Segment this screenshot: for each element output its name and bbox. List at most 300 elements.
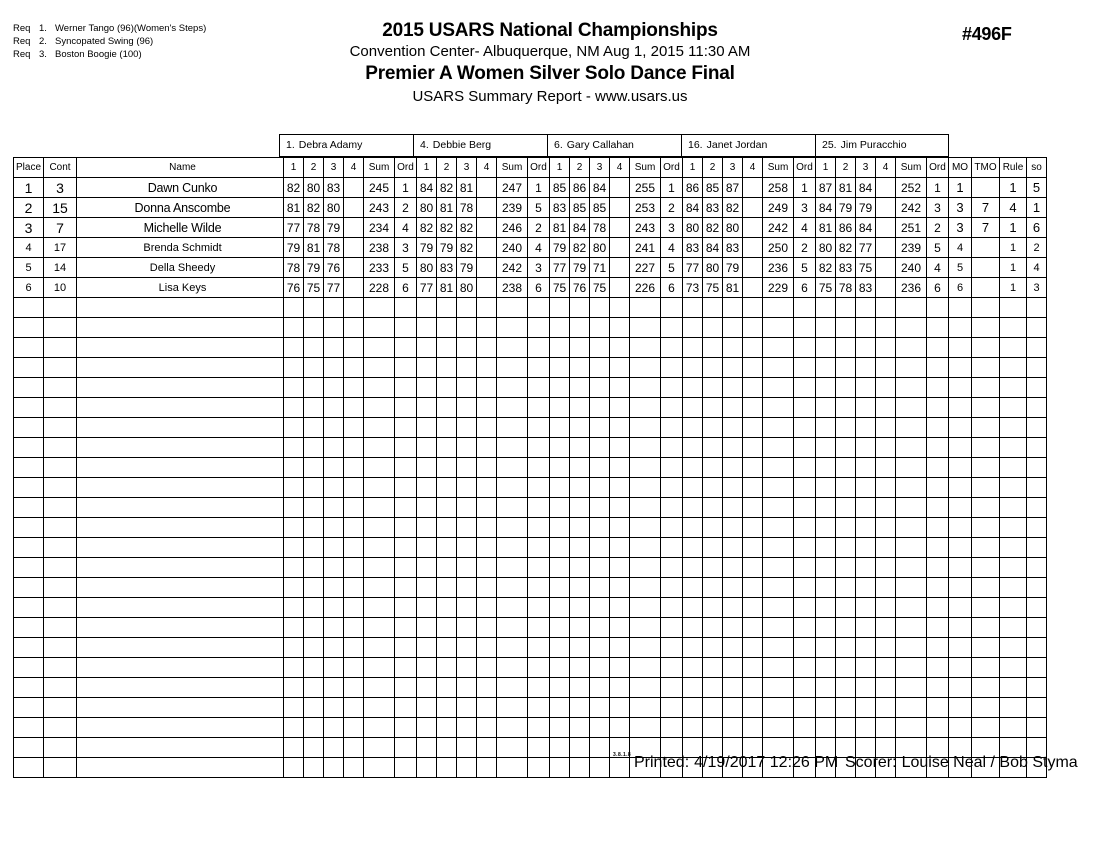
cell-j2-sum xyxy=(497,598,528,618)
cell-j3-dance2 xyxy=(570,698,590,718)
column-header-j3-dance3: 3 xyxy=(590,158,610,178)
judge-name: Janet Jordan xyxy=(706,139,768,151)
cell-j1-dance3: 76 xyxy=(324,258,344,278)
cell-j5-ord xyxy=(927,478,949,498)
cell-rule: 1 xyxy=(1000,178,1027,198)
cell-so xyxy=(1027,438,1047,458)
column-header-j3-dance4: 4 xyxy=(610,158,630,178)
cell-cont xyxy=(44,578,77,598)
cell-place: 1 xyxy=(14,178,44,198)
cell-j4-sum xyxy=(763,398,794,418)
cell-j3-dance4 xyxy=(610,458,630,478)
cell-j5-dance4 xyxy=(876,238,896,258)
cell-skater-name xyxy=(77,438,284,458)
cell-j3-dance1 xyxy=(550,338,570,358)
cell-j2-sum xyxy=(497,678,528,698)
cell-j5-dance1: 82 xyxy=(816,258,836,278)
cell-j3-sum xyxy=(630,478,661,498)
cell-j1-sum xyxy=(364,558,395,578)
cell-j5-sum xyxy=(896,378,927,398)
judge-header-4 xyxy=(681,134,815,157)
cell-j1-dance2 xyxy=(304,618,324,638)
cell-j2-dance1 xyxy=(417,358,437,378)
cell-j5-dance1 xyxy=(816,458,836,478)
scorer-info xyxy=(845,754,1078,772)
cell-j2-dance2 xyxy=(437,698,457,718)
cell-j2-dance4 xyxy=(477,318,497,338)
cell-j5-dance1 xyxy=(816,658,836,678)
cell-j1-dance2 xyxy=(304,358,324,378)
cell-j2-dance4 xyxy=(477,558,497,578)
table-row-empty xyxy=(14,598,1047,618)
cell-j2-dance2 xyxy=(437,678,457,698)
cell-j3-sum xyxy=(630,618,661,638)
cell-j5-dance3 xyxy=(856,558,876,578)
cell-j3-dance4 xyxy=(610,438,630,458)
cell-j4-ord: 2 xyxy=(794,238,816,258)
cell-j3-dance3 xyxy=(590,418,610,438)
cell-j5-dance1 xyxy=(816,418,836,438)
cell-j5-dance1 xyxy=(816,338,836,358)
cell-j2-dance3 xyxy=(457,658,477,678)
judge-number: 6. xyxy=(554,139,563,151)
cell-j5-dance2: 81 xyxy=(836,178,856,198)
cell-j3-ord xyxy=(661,698,683,718)
cell-skater-name xyxy=(77,598,284,618)
cell-j5-dance4 xyxy=(876,698,896,718)
cell-tmo xyxy=(972,378,1000,398)
cell-j1-dance2 xyxy=(304,318,324,338)
cell-j4-dance2 xyxy=(703,638,723,658)
cell-mo xyxy=(949,318,972,338)
cell-rule: 1 xyxy=(1000,218,1027,238)
cell-j4-sum xyxy=(763,578,794,598)
cell-mo: 4 xyxy=(949,238,972,258)
cell-j2-dance4 xyxy=(477,618,497,638)
cell-j4-dance1 xyxy=(683,598,703,618)
cell-j5-dance2 xyxy=(836,698,856,718)
cell-j1-dance4 xyxy=(344,378,364,398)
cell-j1-sum xyxy=(364,598,395,618)
report-source-line: USARS Summary Report - www.usars.us xyxy=(412,88,688,105)
cell-j3-dance4 xyxy=(610,678,630,698)
cell-j2-dance1: 80 xyxy=(417,198,437,218)
cell-j4-dance4 xyxy=(743,418,763,438)
cell-j4-dance4 xyxy=(743,518,763,538)
cell-j1-sum xyxy=(364,638,395,658)
cell-j3-sum xyxy=(630,398,661,418)
cell-j1-ord xyxy=(395,298,417,318)
cell-j1-ord xyxy=(395,438,417,458)
cell-j2-dance4 xyxy=(477,198,497,218)
cell-j3-dance4 xyxy=(610,578,630,598)
cell-j5-dance2: 78 xyxy=(836,278,856,298)
cell-j5-dance3: 84 xyxy=(856,178,876,198)
cell-j5-sum xyxy=(896,478,927,498)
judge-name: Debbie Berg xyxy=(432,139,492,151)
cell-skater-name: Dawn Cunko xyxy=(77,178,284,198)
cell-j2-ord xyxy=(528,698,550,718)
cell-mo xyxy=(949,578,972,598)
cell-j5-sum xyxy=(896,298,927,318)
cell-j1-dance2 xyxy=(304,658,324,678)
cell-mo xyxy=(949,338,972,358)
cell-j5-sum xyxy=(896,418,927,438)
cell-j3-dance3 xyxy=(590,658,610,678)
cell-j2-dance2 xyxy=(437,638,457,658)
cell-j1-dance4 xyxy=(344,698,364,718)
cell-j4-ord xyxy=(794,418,816,438)
cell-j3-dance3 xyxy=(590,598,610,618)
cell-j1-dance2 xyxy=(304,558,324,578)
cell-cont xyxy=(44,638,77,658)
cell-j3-dance3 xyxy=(590,738,610,758)
cell-j2-dance3: 79 xyxy=(457,258,477,278)
cell-j5-dance1 xyxy=(816,558,836,578)
cell-j3-dance4 xyxy=(610,318,630,338)
cell-j5-dance3 xyxy=(856,378,876,398)
cell-rule xyxy=(1000,318,1027,338)
cell-j5-dance2 xyxy=(836,478,856,498)
cell-j5-dance3 xyxy=(856,578,876,598)
table-row-empty xyxy=(14,718,1047,738)
cell-j5-ord xyxy=(927,338,949,358)
cell-rule: 4 xyxy=(1000,198,1027,218)
cell-j5-dance2 xyxy=(836,578,856,598)
cell-j5-ord xyxy=(927,718,949,738)
cell-j5-dance2 xyxy=(836,558,856,578)
table-row-empty xyxy=(14,578,1047,598)
cell-j2-dance2 xyxy=(437,338,457,358)
cell-j2-dance1 xyxy=(417,498,437,518)
cell-j5-dance2 xyxy=(836,298,856,318)
cell-j1-dance1 xyxy=(284,478,304,498)
cell-rule: 1 xyxy=(1000,238,1027,258)
cell-j2-dance1 xyxy=(417,418,437,438)
cell-j4-dance3 xyxy=(723,298,743,318)
cell-place xyxy=(14,638,44,658)
cell-j4-dance1: 84 xyxy=(683,198,703,218)
cell-j2-ord xyxy=(528,318,550,338)
cell-rule xyxy=(1000,678,1027,698)
cell-j3-ord: 4 xyxy=(661,238,683,258)
column-header-so: so xyxy=(1027,158,1047,178)
cell-j2-dance4 xyxy=(477,398,497,418)
cell-j4-dance4 xyxy=(743,398,763,418)
cell-j2-dance3 xyxy=(457,698,477,718)
cell-j3-ord xyxy=(661,438,683,458)
cell-j5-sum xyxy=(896,558,927,578)
cell-j5-dance3: 84 xyxy=(856,218,876,238)
cell-j2-dance1: 82 xyxy=(417,218,437,238)
cell-j5-dance1 xyxy=(816,678,836,698)
cell-j2-dance3 xyxy=(457,338,477,358)
cell-j4-sum xyxy=(763,598,794,618)
cell-j2-dance4 xyxy=(477,678,497,698)
cell-j5-dance3 xyxy=(856,358,876,378)
cell-j4-sum xyxy=(763,638,794,658)
cell-j2-dance4 xyxy=(477,218,497,238)
cell-j1-ord xyxy=(395,558,417,578)
requirement-label: Req xyxy=(13,23,31,34)
column-header-j5-dance3: 3 xyxy=(856,158,876,178)
cell-j2-dance2 xyxy=(437,418,457,438)
cell-j5-ord xyxy=(927,698,949,718)
cell-j1-ord xyxy=(395,358,417,378)
cell-j3-dance2 xyxy=(570,358,590,378)
cell-place xyxy=(14,418,44,438)
cell-mo xyxy=(949,558,972,578)
cell-place: 2 xyxy=(14,198,44,218)
cell-j1-dance3 xyxy=(324,298,344,318)
cell-cont xyxy=(44,498,77,518)
cell-j4-ord xyxy=(794,438,816,458)
cell-j1-dance1: 78 xyxy=(284,258,304,278)
cell-cont xyxy=(44,338,77,358)
cell-j1-dance2: 81 xyxy=(304,238,324,258)
cell-j5-dance4 xyxy=(876,478,896,498)
cell-j2-dance1 xyxy=(417,518,437,538)
cell-j3-dance2 xyxy=(570,498,590,518)
cell-j3-dance4 xyxy=(610,358,630,378)
cell-j2-dance4 xyxy=(477,738,497,758)
cell-skater-name: Donna Anscombe xyxy=(77,198,284,218)
cell-j4-sum xyxy=(763,558,794,578)
cell-j2-sum xyxy=(497,298,528,318)
column-header-tmo: TMO xyxy=(972,158,1000,178)
cell-j5-dance4 xyxy=(876,418,896,438)
cell-j1-ord xyxy=(395,458,417,478)
cell-j5-sum: 252 xyxy=(896,178,927,198)
cell-j5-dance1 xyxy=(816,518,836,538)
table-row-empty xyxy=(14,418,1047,438)
cell-j3-dance4 xyxy=(610,478,630,498)
cell-j2-dance3 xyxy=(457,578,477,598)
cell-j4-ord: 4 xyxy=(794,218,816,238)
cell-j1-dance4 xyxy=(344,598,364,618)
cell-j2-ord xyxy=(528,298,550,318)
cell-j3-ord xyxy=(661,478,683,498)
cell-j4-sum xyxy=(763,438,794,458)
cell-j3-dance2 xyxy=(570,558,590,578)
cell-j1-sum xyxy=(364,358,395,378)
cell-j2-dance1 xyxy=(417,338,437,358)
cell-j4-ord xyxy=(794,618,816,638)
cell-j5-dance2 xyxy=(836,398,856,418)
cell-j2-dance3 xyxy=(457,378,477,398)
cell-tmo xyxy=(972,318,1000,338)
cell-j3-dance4 xyxy=(610,378,630,398)
table-row-empty xyxy=(14,298,1047,318)
cell-j3-dance3 xyxy=(590,438,610,458)
cell-j1-sum xyxy=(364,618,395,638)
table-head xyxy=(14,158,1047,178)
cell-j3-ord xyxy=(661,538,683,558)
judge-header-5 xyxy=(815,134,949,157)
cell-mo xyxy=(949,598,972,618)
cell-j4-sum xyxy=(763,478,794,498)
cell-mo xyxy=(949,638,972,658)
cell-j5-dance4 xyxy=(876,358,896,378)
cell-j3-dance3: 75 xyxy=(590,278,610,298)
cell-j1-dance4 xyxy=(344,258,364,278)
cell-j3-dance4 xyxy=(610,218,630,238)
cell-cont xyxy=(44,418,77,438)
cell-j3-dance4 xyxy=(610,298,630,318)
cell-j4-dance1 xyxy=(683,318,703,338)
column-header-j4-dance1: 1 xyxy=(683,158,703,178)
cell-j1-dance2: 82 xyxy=(304,198,324,218)
cell-j2-dance2 xyxy=(437,578,457,598)
cell-rule xyxy=(1000,378,1027,398)
cell-j1-dance1 xyxy=(284,438,304,458)
event-division-title: Premier A Women Silver Solo Dance Final xyxy=(365,63,735,84)
cell-j2-dance3 xyxy=(457,718,477,738)
cell-j5-ord: 6 xyxy=(927,278,949,298)
cell-j4-dance3 xyxy=(723,458,743,478)
cell-j1-sum: 228 xyxy=(364,278,395,298)
cell-j1-dance1 xyxy=(284,618,304,638)
cell-j1-sum xyxy=(364,738,395,758)
cell-cont xyxy=(44,478,77,498)
column-header-name: Name xyxy=(77,158,284,178)
cell-j4-ord: 1 xyxy=(794,178,816,198)
cell-j1-dance1 xyxy=(284,578,304,598)
cell-j4-dance2 xyxy=(703,478,723,498)
cell-j5-dance3 xyxy=(856,518,876,538)
cell-j4-dance1: 73 xyxy=(683,278,703,298)
scorer-value-text: Louise Neal / Bob Styma xyxy=(901,754,1078,771)
cell-j5-dance4 xyxy=(876,658,896,678)
cell-j1-dance2 xyxy=(304,298,324,318)
cell-j5-ord xyxy=(927,678,949,698)
cell-j1-dance4 xyxy=(344,618,364,638)
table-body xyxy=(14,178,1047,778)
cell-j2-dance1 xyxy=(417,738,437,758)
cell-cont xyxy=(44,738,77,758)
cell-mo xyxy=(949,538,972,558)
cell-so xyxy=(1027,338,1047,358)
cell-j3-sum xyxy=(630,358,661,378)
column-header-j1-dance1: 1 xyxy=(284,158,304,178)
cell-so xyxy=(1027,458,1047,478)
cell-j2-sum xyxy=(497,338,528,358)
cell-j3-ord xyxy=(661,678,683,698)
cell-j4-dance3 xyxy=(723,478,743,498)
cell-j1-ord xyxy=(395,758,417,778)
cell-j5-dance1 xyxy=(816,638,836,658)
cell-place xyxy=(14,558,44,578)
cell-j4-dance2 xyxy=(703,658,723,678)
table-row-empty xyxy=(14,498,1047,518)
cell-j1-ord xyxy=(395,598,417,618)
cell-j5-dance1 xyxy=(816,598,836,618)
cell-j5-dance4 xyxy=(876,598,896,618)
cell-tmo xyxy=(972,178,1000,198)
cell-j2-dance3 xyxy=(457,638,477,658)
cell-cont xyxy=(44,618,77,638)
cell-j4-ord xyxy=(794,358,816,378)
cell-j5-dance2 xyxy=(836,498,856,518)
cell-j1-ord xyxy=(395,578,417,598)
cell-j1-dance1 xyxy=(284,458,304,478)
cell-j3-dance3: 80 xyxy=(590,238,610,258)
table-row-empty xyxy=(14,358,1047,378)
cell-j3-dance2 xyxy=(570,598,590,618)
cell-j4-dance3 xyxy=(723,598,743,618)
cell-j3-dance4 xyxy=(610,278,630,298)
cell-place xyxy=(14,438,44,458)
cell-rule xyxy=(1000,718,1027,738)
cell-rule xyxy=(1000,558,1027,578)
cell-j2-dance3 xyxy=(457,398,477,418)
cell-j3-dance1 xyxy=(550,738,570,758)
cell-skater-name xyxy=(77,458,284,478)
cell-j4-dance3 xyxy=(723,338,743,358)
cell-j1-ord xyxy=(395,378,417,398)
cell-mo xyxy=(949,498,972,518)
cell-j3-dance1 xyxy=(550,298,570,318)
cell-j2-sum xyxy=(497,698,528,718)
cell-j3-dance1 xyxy=(550,478,570,498)
cell-j1-dance3 xyxy=(324,678,344,698)
cell-j5-dance3 xyxy=(856,298,876,318)
cell-j1-dance3: 79 xyxy=(324,218,344,238)
cell-j5-dance4 xyxy=(876,298,896,318)
cell-j5-dance1: 84 xyxy=(816,198,836,218)
cell-j3-dance1 xyxy=(550,358,570,378)
cell-j4-dance4 xyxy=(743,378,763,398)
cell-mo xyxy=(949,658,972,678)
cell-j2-dance4 xyxy=(477,758,497,778)
cell-j3-sum xyxy=(630,658,661,678)
cell-rule xyxy=(1000,478,1027,498)
cell-j4-ord xyxy=(794,698,816,718)
cell-j1-dance4 xyxy=(344,638,364,658)
cell-j3-dance2 xyxy=(570,338,590,358)
cell-cont xyxy=(44,598,77,618)
cell-j4-dance4 xyxy=(743,198,763,218)
cell-j3-dance3 xyxy=(590,758,610,778)
cell-j4-dance4 xyxy=(743,298,763,318)
cell-cont xyxy=(44,758,77,778)
cell-place xyxy=(14,658,44,678)
cell-j3-dance1 xyxy=(550,618,570,638)
cell-j4-dance1 xyxy=(683,538,703,558)
cell-j4-dance3 xyxy=(723,358,743,378)
cell-j2-dance4 xyxy=(477,518,497,538)
cell-j1-dance4 xyxy=(344,718,364,738)
cell-j5-dance2 xyxy=(836,538,856,558)
cell-j2-sum xyxy=(497,458,528,478)
table-row-empty xyxy=(14,538,1047,558)
cell-place xyxy=(14,338,44,358)
table-row-empty xyxy=(14,678,1047,698)
cell-j3-ord xyxy=(661,398,683,418)
cell-j3-dance4 xyxy=(610,198,630,218)
table-row xyxy=(14,198,1047,218)
cell-j2-dance1 xyxy=(417,438,437,458)
cell-j4-dance2 xyxy=(703,718,723,738)
cell-j3-ord xyxy=(661,598,683,618)
cell-j1-dance2 xyxy=(304,498,324,518)
cell-j5-dance3 xyxy=(856,338,876,358)
cell-j1-dance1: 79 xyxy=(284,238,304,258)
cell-skater-name xyxy=(77,738,284,758)
cell-j2-dance4 xyxy=(477,718,497,738)
cell-j4-dance3 xyxy=(723,318,743,338)
cell-j1-dance3: 78 xyxy=(324,238,344,258)
